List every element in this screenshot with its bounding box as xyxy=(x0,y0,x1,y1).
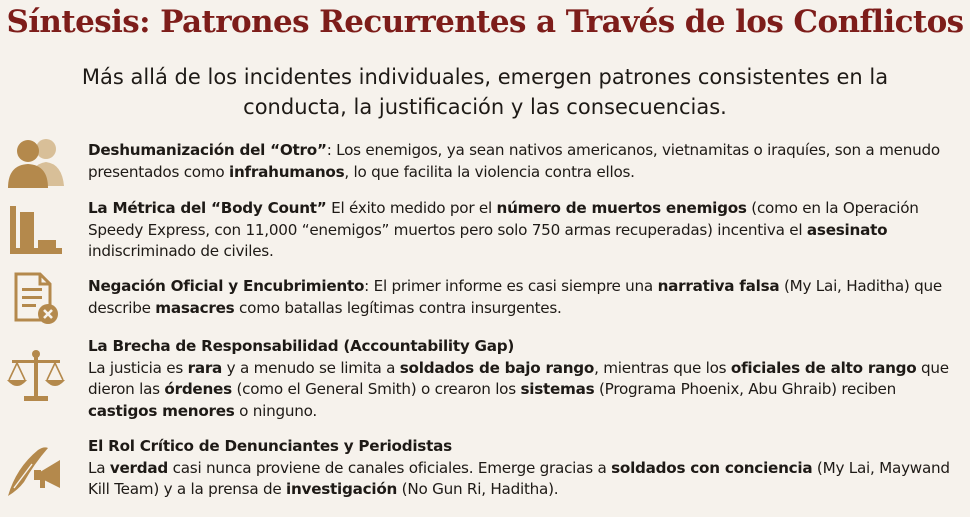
scales-of-justice-icon xyxy=(4,348,68,404)
pattern-heading: La Brecha de Responsabilidad (Accountability Gap) xyxy=(88,337,515,355)
pattern-heading: Negación Oficial y Encubrimiento xyxy=(88,277,365,295)
pattern-text: La Brecha de Responsabilidad (Accountability Gap) La justicia es rara y a menudo se limita a soldados de bajo rango, mientras que los oficiales de alto rango que dieron las órdenes (como el General Smith) o crearon los sistemas (Programa Phoenix, Abu Ghraib) reciben castigos menores o ninguno. xyxy=(88,336,958,422)
page-title: Síntesis: Patrones Recurrentes a Través de los Conflictos xyxy=(6,4,964,40)
pattern-heading: Deshumanización del “Otro” xyxy=(88,141,327,159)
document-x-icon xyxy=(4,270,68,326)
pattern-text: Deshumanización del “Otro”: Los enemigos, ya sean nativos americanos, vietnamitas o iraquíes, son a menudo presentados como infrahumanos, lo que facilita la violencia contra ellos. xyxy=(88,141,940,181)
page-subtitle: Más allá de los incidentes individuales, emergen patrones consistentes en la conducta, la justificación y las consecuencias. xyxy=(81,65,889,119)
people-silhouette-icon xyxy=(4,134,68,190)
bar-chart-icon xyxy=(4,202,68,258)
pattern-text: La Métrica del “Body Count” El éxito medido por el número de muertos enemigos (como en la Operación Speedy Express, con 11,000 “enemigos” muertos pero solo 750 armas recuperadas) incentiva el asesinato indiscriminado de civiles. xyxy=(88,199,919,260)
pattern-text: El Rol Crítico de Denunciantes y Periodistas La verdad casi nunca proviene de canales oficiales. Emerge gracias a soldados con conciencia (My Lai, Maywand Kill Team) y a la prensa de investigación (No Gun Ri, Haditha). xyxy=(88,436,958,501)
pattern-heading: La Métrica del “Body Count” xyxy=(88,199,327,217)
pattern-heading: El Rol Crítico de Denunciantes y Periodistas xyxy=(88,437,452,455)
pattern-text: Negación Oficial y Encubrimiento: El primer informe es casi siempre una narrativa falsa (My Lai, Haditha) que describe masacres como batallas legítimas contra insurgentes. xyxy=(88,277,943,317)
quill-megaphone-icon xyxy=(4,442,68,498)
